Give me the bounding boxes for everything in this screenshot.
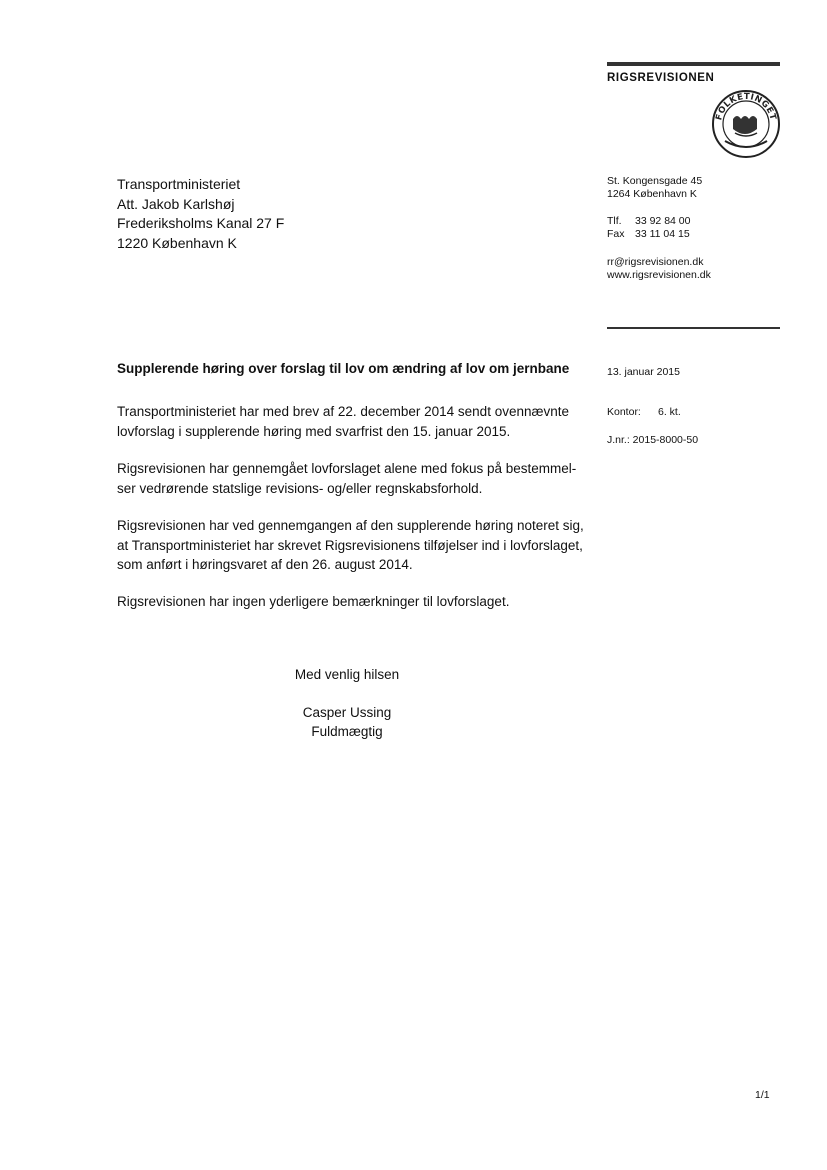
sender-postal: 1264 København K xyxy=(607,188,697,200)
paragraph-line: lovforslag i supplerende høring med svarfrist den 15. januar 2015. xyxy=(117,423,511,439)
sender-address xyxy=(607,175,702,201)
body-paragraph xyxy=(117,402,587,441)
paragraph-line: at Transportministeriet har skrevet Rigsrevisionens tilføjelser ind i lovforslaget, xyxy=(117,537,583,553)
phone-number: 33 92 84 00 xyxy=(635,215,691,227)
signer-title: Fuldmægtig xyxy=(311,724,383,739)
office-info xyxy=(607,406,681,419)
header-divider xyxy=(607,327,780,329)
sender-street: St. Kongensgade 45 xyxy=(607,175,703,187)
recipient-line: Transportministeriet xyxy=(117,176,241,192)
recipient-line: Frederiksholms Kanal 27 F xyxy=(117,215,285,231)
org-name: RIGSREVISIONEN xyxy=(607,72,715,84)
phone-label: Tlf. xyxy=(607,215,622,227)
paragraph-line: Rigsrevisionen har gennemgået lovforslaget alene med fokus på bestemmel- xyxy=(117,461,577,476)
sender-online xyxy=(607,256,711,282)
signer-name: Casper Ussing xyxy=(302,705,392,720)
sender-website[interactable]: www.rigsrevisionen.dk xyxy=(607,269,711,281)
seal-icon xyxy=(711,89,781,159)
office-label: Kontor: xyxy=(607,406,641,418)
letter-date: 13. januar 2015 xyxy=(607,366,680,378)
recipient-address xyxy=(117,175,284,253)
sender-contact xyxy=(607,215,690,241)
paragraph-line: ser vedrørende statslige revisions- og/eller regnskabsforhold. xyxy=(117,480,483,496)
journal-number: J.nr.: 2015-8000-50 xyxy=(607,434,699,446)
body-paragraph xyxy=(117,516,587,575)
paragraph-line: Transportministeriet har med brev af 22. december 2014 sendt ovennævnte xyxy=(117,404,569,419)
sender-email[interactable]: rr@rigsrevisionen.dk xyxy=(607,256,704,268)
paragraph-line: Rigsrevisionen har ved gennemgangen af den supplerende høring noteret sig, xyxy=(117,518,584,533)
closing-greeting: Med venlig hilsen xyxy=(294,667,400,682)
page-number: 1/1 xyxy=(755,1089,770,1101)
office-value: 6. kt. xyxy=(658,406,681,418)
seal-text: FOLKETINGET xyxy=(714,91,778,122)
body-paragraph xyxy=(117,592,587,612)
header-top-rule xyxy=(607,62,780,66)
recipient-line: Att. Jakob Karlshøj xyxy=(117,195,235,212)
letter-subject: Supplerende høring over forslag til lov om ændring af lov om jernbane xyxy=(117,361,570,376)
paragraph-line: Rigsrevisionen har ingen yderligere bemærkninger til lovforslaget. xyxy=(117,594,510,609)
recipient-line: 1220 København K xyxy=(117,234,237,251)
paragraph-line: som anført i høringsvaret af den 26. august 2014. xyxy=(117,557,413,572)
fax-label: Fax xyxy=(607,228,625,240)
body-paragraph xyxy=(117,459,587,498)
fax-number: 33 11 04 15 xyxy=(635,228,690,240)
